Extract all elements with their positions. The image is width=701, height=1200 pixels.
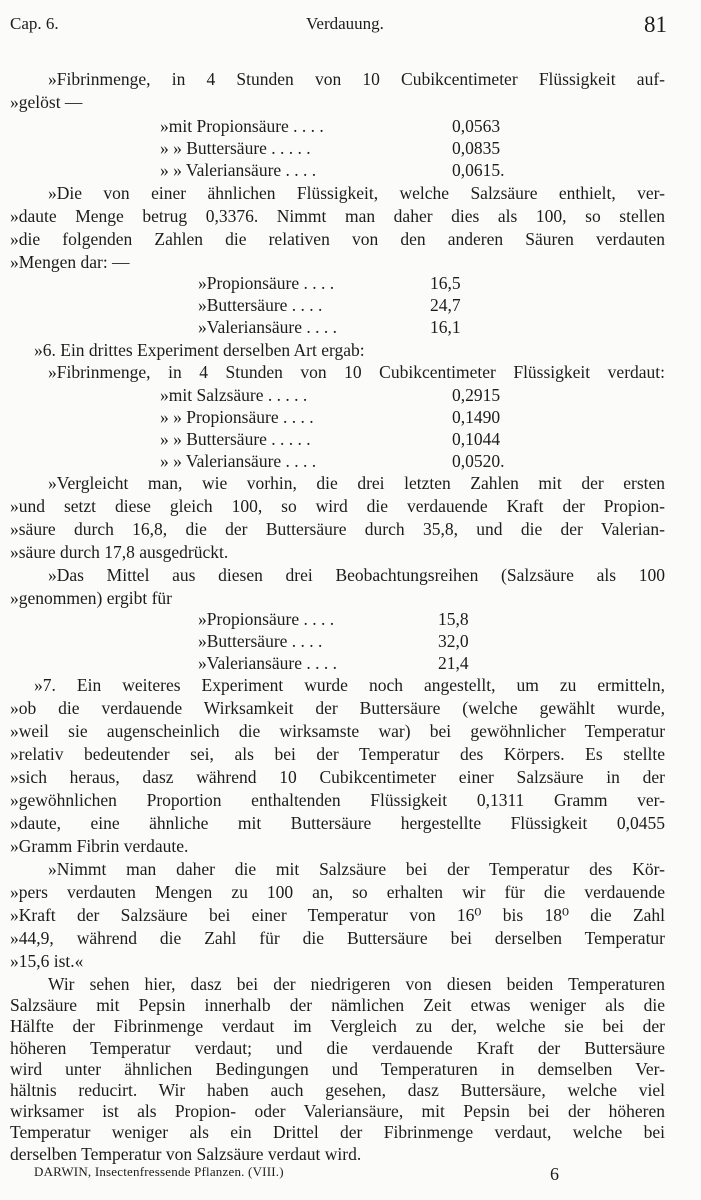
page-number: 81 <box>644 12 667 37</box>
paragraph-line: »weil sie augenscheinlich die wirksamste war) bei gewöhnlicher Temperatur <box>10 721 666 741</box>
paragraph-line: »gelöst — <box>10 92 83 112</box>
row-value: 0,0615. <box>452 160 505 180</box>
paragraph-line: »säure durch 16,8, die der Buttersäure durch 35,8, und die der Valerian- <box>10 519 666 539</box>
paragraph-line: »die folgenden Zahlen die relativen von den anderen Säuren verdauten <box>10 229 665 249</box>
row-value: 0,1044 <box>452 429 501 449</box>
table-row <box>198 608 469 630</box>
paragraph-line: »Das Mittel aus diesen drei Beobachtungsreihen (Salzsäure als 100 <box>48 565 665 585</box>
paragraph-line: »Fibrinmenge, in 4 Stunden von 10 Cubikcentimeter Flüssigkeit auf- <box>48 69 665 89</box>
paragraph-line: »Kraft der Salzsäure bei einer Temperatur von 16⁰ bis 18⁰ die Zahl <box>10 905 666 925</box>
table-row <box>198 630 469 652</box>
row-label: » » Buttersäure . . . . . <box>160 138 311 158</box>
paragraph-line: derselben Temperatur von Salzsäure verdaut wird. <box>10 1143 362 1164</box>
row-value: 0,0835 <box>452 138 501 158</box>
table-row <box>160 428 501 450</box>
paragraph-line: höheren Temperatur verdaut; und die verdauende Kraft der Buttersäure <box>10 1037 665 1058</box>
row-value: 24,7 <box>430 295 461 315</box>
row-label: »Valeriansäure . . . . <box>198 317 337 337</box>
running-title: Verdauung. <box>306 14 384 33</box>
table-row <box>198 294 461 316</box>
table-row <box>160 137 501 159</box>
paragraph-line: »15,6 ist.« <box>10 951 84 971</box>
paragraph-line: »sich heraus, dasz während 10 Cubikcentimeter einer Salzsäure in der <box>10 767 665 787</box>
paragraph-line: Hälfte der Fibrinmenge verdaut im Vergleich zu der, welche sie bei der <box>10 1016 665 1037</box>
row-label: »Valeriansäure . . . . <box>198 653 337 673</box>
row-value: 16,1 <box>430 317 461 337</box>
table-row <box>160 406 501 428</box>
paragraph-line: »7. Ein weiteres Experiment wurde noch angestellt, um zu ermitteln, <box>34 675 665 695</box>
paragraph-line: Salzsäure mit Pepsin innerhalb der nämlichen Zeit etwas weniger als die <box>10 995 666 1016</box>
row-label: »Buttersäure . . . . <box>198 631 323 651</box>
paragraph-line: »gewöhnlichen Proportion enthaltenden Flüssigkeit 0,1311 Gramm ver- <box>10 790 665 810</box>
row-value: 32,0 <box>438 631 469 651</box>
row-label: » » Valeriansäure . . . . <box>160 451 317 471</box>
paragraph-line: Wir sehen hier, dasz bei der niedrigeren von diesen beiden Temperaturen <box>48 974 665 994</box>
table-row <box>198 272 461 294</box>
table-row <box>160 384 501 406</box>
paragraph-line: »Die von einer ähnlichen Flüssigkeit, welche Salzsäure enthielt, ver- <box>48 183 665 203</box>
paragraph-line: »genommen) ergibt für <box>10 588 172 608</box>
row-value: 0,0563 <box>452 116 501 136</box>
row-label: » » Valeriansäure . . . . <box>160 160 317 180</box>
paragraph-line: »6. Ein drittes Experiment derselben Art ergab: <box>34 340 365 360</box>
paragraph-line: »daute, eine ähnliche mit Buttersäure hergestellte Flüssigkeit 0,0455 <box>10 813 665 833</box>
paragraph-line: »44,9, während die Zahl für die Buttersäure bei derselben Temperatur <box>10 928 666 948</box>
row-value: 0,2915 <box>452 385 501 405</box>
row-label: »mit Propionsäure . . . . <box>160 116 324 136</box>
table-row <box>160 115 501 137</box>
paragraph-line: »Gramm Fibrin verdaute. <box>10 836 189 856</box>
table-row <box>198 652 469 674</box>
paragraph-line: »relativ bedeutender sei, als bei der Temperatur des Körpers. Es stellte <box>10 744 666 764</box>
paragraph-line: »und setzt diese gleich 100, so wird die verdauende Kraft der Propion- <box>10 496 665 516</box>
row-value: 0,1490 <box>452 407 501 427</box>
row-value: 16,5 <box>430 273 461 293</box>
paragraph-line: »säure durch 17,8 ausgedrückt. <box>10 542 229 562</box>
chapter-label: Cap. 6. <box>10 14 59 33</box>
paragraph-line: wirksamer ist als Propion- oder Valeriansäure, mit Pepsin bei der höheren <box>10 1101 666 1122</box>
paragraph-line: »Mengen dar: — <box>10 252 130 272</box>
table-row <box>198 316 461 338</box>
paragraph-line: hältnis reducirt. Wir haben auch gesehen, dasz Buttersäure, welche viel <box>10 1080 666 1100</box>
sheet-number: 6 <box>550 1164 559 1184</box>
paragraph-line: »pers verdauten Mengen zu 100 an, so erhalten wir für die verdauende <box>10 882 665 902</box>
row-label: » » Propionsäure . . . . <box>160 407 314 427</box>
row-value: 0,0520. <box>452 451 505 471</box>
table-row <box>160 450 505 472</box>
row-label: » » Buttersäure . . . . . <box>160 429 311 449</box>
paragraph-line: Temperatur weniger als ein Drittel der Fibrinmenge verdaut, welche bei <box>10 1122 666 1143</box>
paragraph-line: wird unter ähnlichen Bedingungen und Temperaturen in demselben Ver- <box>10 1058 665 1079</box>
running-head <box>10 14 667 42</box>
table-row <box>160 159 505 181</box>
row-value: 21,4 <box>438 653 469 673</box>
row-label: »Propionsäure . . . . <box>198 273 335 293</box>
row-label: »mit Salzsäure . . . . . <box>160 385 308 405</box>
paragraph-line: »ob die verdauende Wirksamkeit der Buttersäure (welche gewählt wurde, <box>10 698 666 718</box>
printer-signature: DARWIN, Insectenfressende Pflanzen. (VIII.) <box>34 1164 284 1179</box>
row-label: »Propionsäure . . . . <box>198 609 335 629</box>
paragraph-line: »Vergleicht man, wie vorhin, die drei letzten Zahlen mit der ersten <box>48 473 666 493</box>
row-label: »Buttersäure . . . . <box>198 295 323 315</box>
paragraph-line: »Nimmt man daher die mit Salzsäure bei der Temperatur des Kör- <box>48 859 665 879</box>
paragraph-line: »Fibrinmenge, in 4 Stunden von 10 Cubikcentimeter Flüssigkeit verdaut: <box>48 362 666 382</box>
page-footer <box>34 1162 701 1184</box>
row-value: 15,8 <box>438 609 469 629</box>
paragraph-line: »daute Menge betrug 0,3376. Nimmt man daher dies als 100, so stellen <box>10 206 665 226</box>
